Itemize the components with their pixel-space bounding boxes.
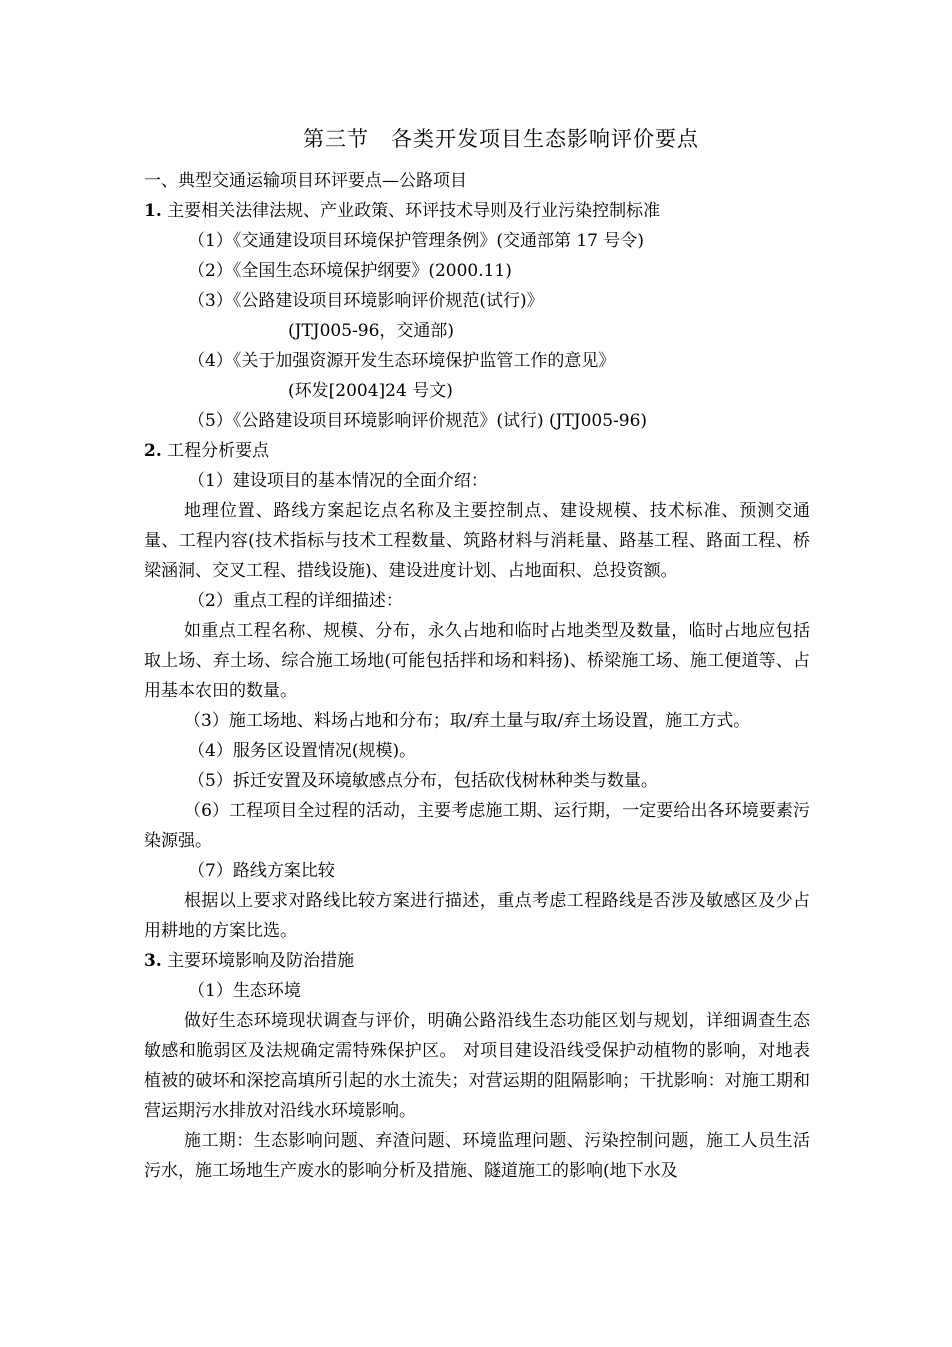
list-item: （2）《全国生态环境保护纲要》(2000.11) xyxy=(188,261,512,281)
list-item: （3）《公路建设项目环境影响评价规范(试行)》 xyxy=(188,291,544,311)
list-item: （1）《交通建设项目环境保护管理条例》(交通部第 17 号令) xyxy=(188,231,645,251)
document-body xyxy=(144,166,810,1186)
list-item: （3）施工场地、料场占地和分布；取/弃土量与取/弃土场设置，施工方式。 xyxy=(184,711,751,731)
list-item-continuation: (JTJ005-96，交通部) xyxy=(288,321,455,341)
list-item: （4）《关于加强资源开发生态环境保护监管工作的意见》 xyxy=(188,351,616,371)
body-paragraph: 施工期：生态影响问题、弃渣问题、环境监理问题、污染控制问题，施工人员生活污水，施工场地生产废水的影响分析及措施、隧道施工的影响(地下水及 xyxy=(144,1131,810,1181)
body-paragraph: 地理位置、路线方案起讫点名称及主要控制点、建设规模、技术标准、预测交通量、工程内容(技术指标与技术工程数量、筑路材料与消耗量、路基工程、路面工程、桥梁涵洞、交叉工程、措线设施)、建设进度计划、占地面积、总投资额。 xyxy=(144,501,810,581)
page-title: 第三节 各类开发项目生态影响评价要点 xyxy=(303,127,699,151)
heading-number: 3. xyxy=(144,951,162,971)
list-item: （2）重点工程的详细描述： xyxy=(188,591,403,611)
list-item: （5）拆迁安置及环境敏感点分布，包括砍伐树林种类与数量。 xyxy=(188,771,658,791)
list-item: （7）路线方案比较 xyxy=(188,861,335,881)
heading-text: 工程分析要点 xyxy=(161,441,270,461)
body-paragraph: 如重点工程名称、规模、分布，永久占地和临时占地类型及数量，临时占地应包括取上场、弃土场、综合施工场地(可能包括拌和场和料扬)、桥梁施工场、施工便道等、占用基本农田的数量。 xyxy=(144,621,810,701)
heading-text: 主要环境影响及防治措施 xyxy=(161,951,355,971)
list-item: （5）《公路建设项目环境影响评价规范》(试行) (JTJ005-96) xyxy=(188,411,648,431)
heading-number: 2. xyxy=(144,441,162,461)
subheading-1 xyxy=(144,196,810,226)
subheading-2 xyxy=(144,436,810,466)
subheading-3 xyxy=(144,946,810,976)
body-paragraph: 做好生态环境现状调查与评价，明确公路沿线生态功能区划与规划，详细调查生态敏感和脆弱区及法规确定需特殊保护区。 对项目建设沿线受保护动植物的影响，对地表植被的破坏和深挖高填所引起的水土流失；对营运期的阻隔影响；干扰影响：对施工期和营运期污水排放对沿线水环境影响。 xyxy=(144,1011,810,1121)
list-item-continuation: (环发[2004]24 号文) xyxy=(288,381,453,401)
heading-text: 主要相关法律法规、产业政策、环评技术导则及行业污染控制标准 xyxy=(161,201,661,221)
heading-number: 1. xyxy=(144,201,162,221)
list-item: （6）工程项目全过程的活动，主要考虑施工期、运行期，一定要给出各环境要素污染源强。 xyxy=(144,801,810,851)
list-item: （1）生态环境 xyxy=(188,981,301,1001)
list-item: （4）服务区设置情况(规模)。 xyxy=(188,741,417,761)
list-item: （1）建设项目的基本情况的全面介绍： xyxy=(188,471,488,491)
section-heading-1 xyxy=(144,166,810,196)
body-paragraph: 根据以上要求对路线比较方案进行描述，重点考虑工程路线是否涉及敏感区及少占用耕地的方案比选。 xyxy=(144,891,810,941)
paragraph-text: 一、典型交通运输项目环评要点—公路项目 xyxy=(144,171,467,191)
